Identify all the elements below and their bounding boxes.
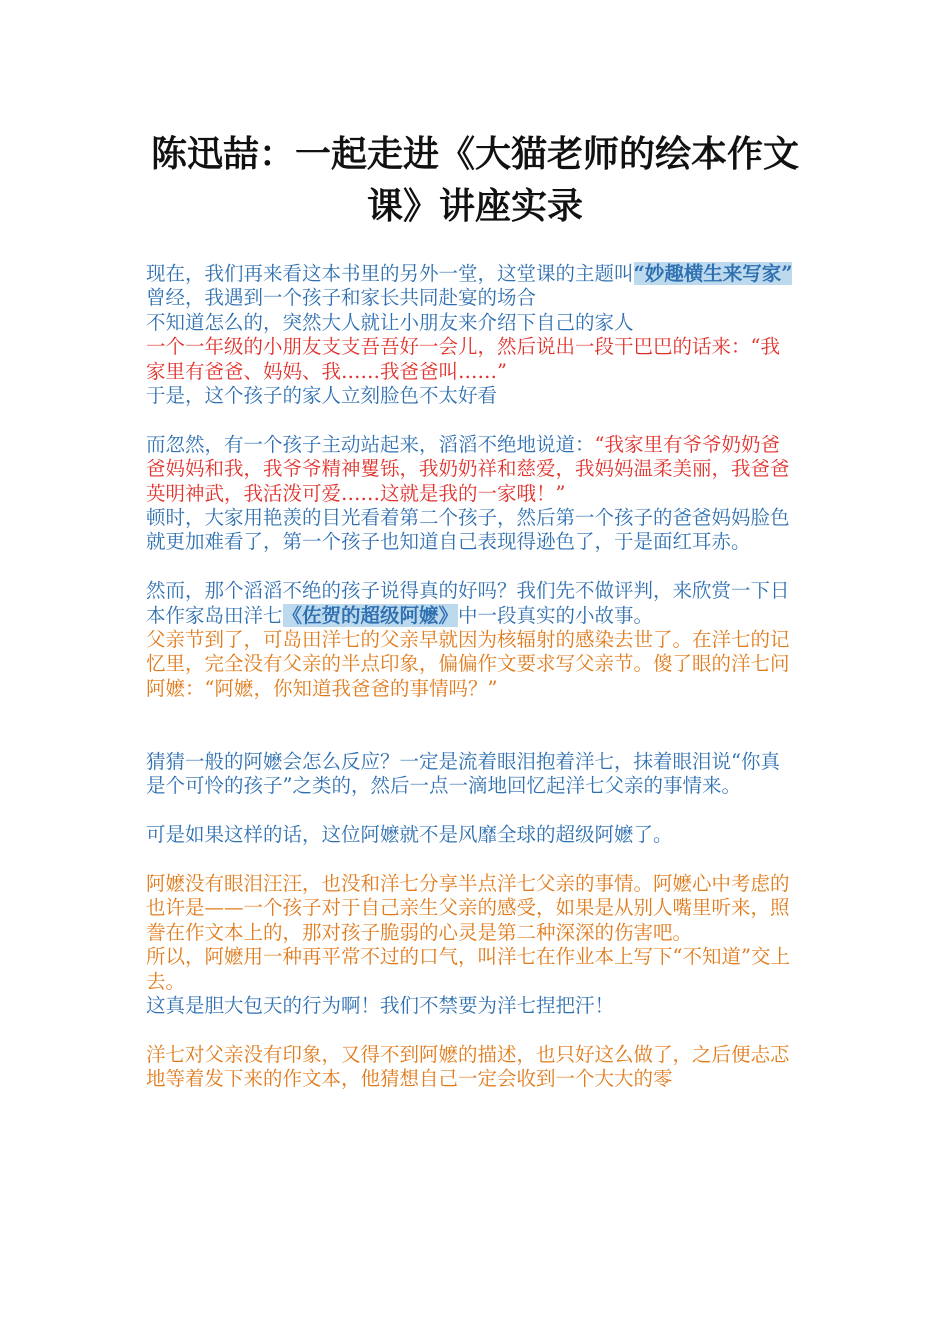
paragraph-spacer bbox=[146, 1019, 796, 1043]
paragraph-story: 洋七对父亲没有印象，又得不到阿嬷的描述，也只好这么做了，之后便忐忑地等着发下来的作文本，他猜想自己一定会收到一个大大的零 bbox=[146, 1042, 790, 1091]
paragraph-spacer bbox=[146, 408, 796, 432]
paragraph-second-child bbox=[146, 433, 796, 506]
paragraph-text: 而忽然，有一个孩子主动站起来，滔滔不绝地说道： bbox=[146, 432, 595, 456]
paragraph-text: 顿时，大家用艳羡的目光看着第二个孩子，然后第一个孩子的爸爸妈妈脸色就更加难看了，第一个孩子也知道自己表现得逊色了，于是面红耳赤。 bbox=[146, 506, 790, 554]
paragraph-book-intro bbox=[146, 579, 796, 628]
paragraph-text: 曾经，我遇到一个孩子和家长共同赴宴的场合 bbox=[146, 286, 537, 310]
paragraph-spacer bbox=[146, 555, 796, 579]
highlighted-book-title: 《佐贺的超级阿嬷》 bbox=[282, 603, 459, 627]
paragraph-spacer bbox=[146, 799, 796, 823]
paragraph-story: 父亲节到了，可岛田洋七的父亲早就因为核辐射的感染去世了。在洋七的记忆里，完全没有父亲的半点印象，偏偏作文要求写父亲节。傻了眼的洋七问阿嬷：“阿嬷，你知道我爸爸的事情吗？” bbox=[146, 628, 790, 700]
highlighted-lesson-title: “妙趣横生来写家” bbox=[633, 262, 793, 285]
paragraph-text: 这真是胆大包天的行为啊！我们不禁要为洋七捏把汗！ bbox=[146, 994, 615, 1018]
paragraph-text: 不知道怎么的，突然大人就让小朋友来介绍下自己的家人 bbox=[146, 310, 634, 334]
paragraph-intro bbox=[146, 262, 796, 286]
article-body bbox=[146, 262, 796, 1092]
paragraph-quote: 一个一年级的小朋友支支吾吾好一会儿，然后说出一段干巴巴的话来：“我家里有爸爸、妈妈、我……我爸爸叫……” bbox=[146, 335, 780, 383]
paragraph-text: 中一段真实的小故事。 bbox=[458, 603, 654, 627]
paragraph-story: 所以，阿嬷用一种再平常不过的口气，叫洋七在作业本上写下“不知道”交上去。 bbox=[146, 945, 790, 993]
paragraph-text: 猜猜一般的阿嬷会怎么反应？一定是流着眼泪抱着洋七，抹着眼泪说“你真是个可怜的孩子”之类的，然后一点一滴地回忆起洋七父亲的事情来。 bbox=[146, 750, 780, 798]
paragraph-text: 可是如果这样的话，这位阿嬷就不是风靡全球的超级阿嬷了。 bbox=[146, 823, 673, 847]
paragraph-story: 阿嬷没有眼泪汪汪，也没和洋七分享半点洋七父亲的事情。阿嬷心中考虑的也许是——一个孩子对于自己亲生父亲的感受，如果是从别人嘴里听来，照誊在作文本上的，那对孩子脆弱的心灵是第二种深深的伤害吧。 bbox=[146, 872, 790, 944]
paragraph-spacer bbox=[146, 701, 796, 750]
paragraph-quote: “我家里有爷爷奶奶爸爸妈妈和我，我爷爷精神矍铄，我奶奶祥和慈爱，我妈妈温柔美丽，我爸爸英明神武，我活泼可爱……这就是我的一家哦！” bbox=[146, 432, 790, 505]
paragraph-text: 现在，我们再来看这本书里的另外一堂，这堂课的主题叫 bbox=[146, 262, 634, 285]
paragraph-spacer bbox=[146, 848, 796, 872]
paragraph-text: 然而，那个滔滔不绝的孩子说得真的好吗？我们先不做评判，来欣赏一下日本作家岛田洋七 bbox=[146, 579, 790, 627]
paragraph-text: 于是，这个孩子的家人立刻脸色不太好看 bbox=[146, 384, 498, 408]
page-title-line-2: 课》讲座实录 bbox=[366, 185, 583, 227]
page-title-line-1: 陈迅喆：一起走进《大猫老师的绘本作文 bbox=[150, 133, 799, 175]
